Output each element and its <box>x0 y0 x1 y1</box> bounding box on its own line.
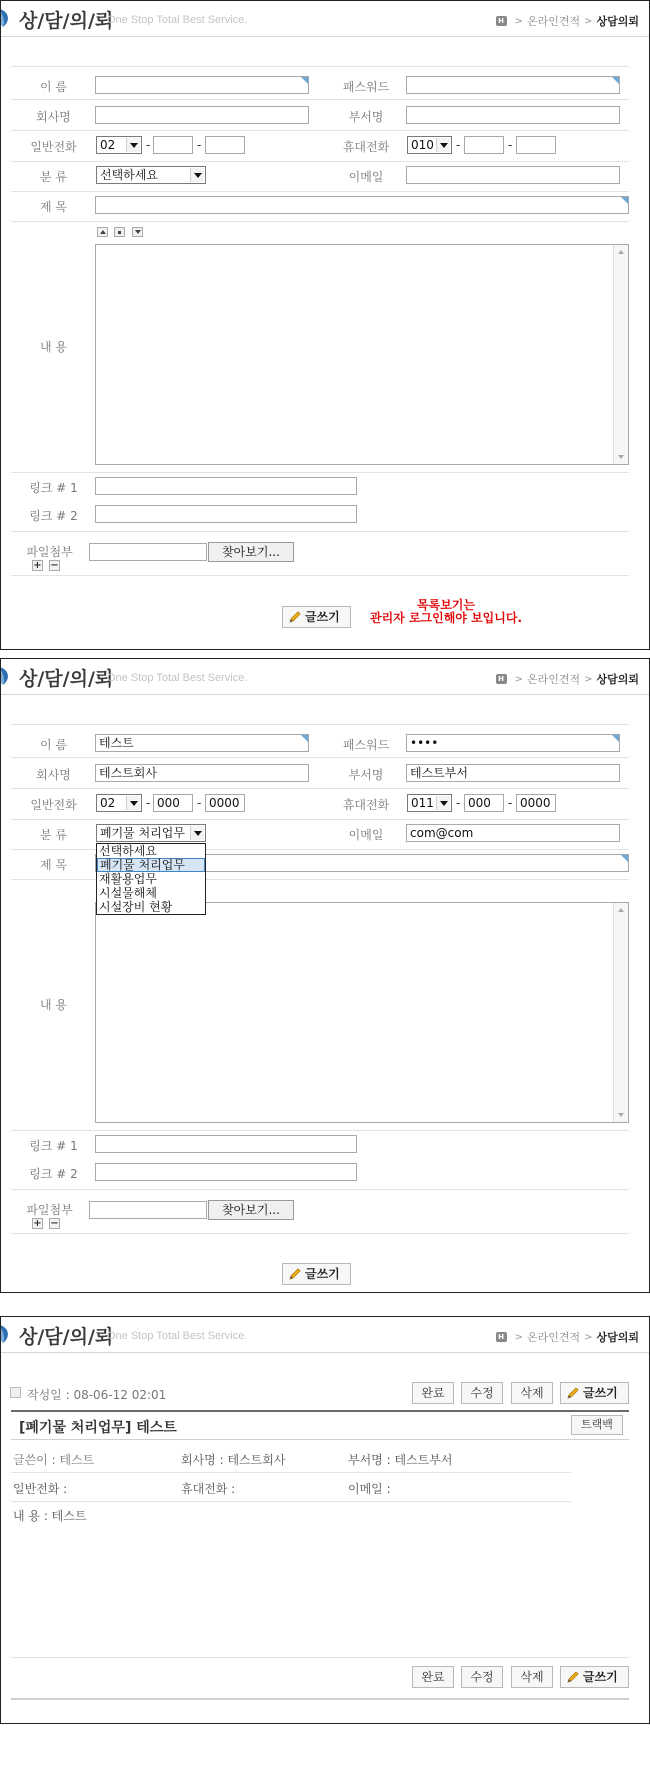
mobile-prefix-select[interactable] <box>407 136 452 154</box>
category-option-selected[interactable]: 폐기물 처리업무 <box>97 858 205 872</box>
name-label: 이 름 <box>40 80 67 94</box>
category-select[interactable] <box>96 824 206 842</box>
breadcrumb-item[interactable]: 온라인견적 <box>526 673 581 686</box>
mobile-last-value: 0000 <box>520 796 551 810</box>
notice-text <box>361 599 531 625</box>
delete-button[interactable]: 삭제 <box>511 1666 553 1688</box>
file-path-input[interactable] <box>89 543 207 561</box>
category-option[interactable]: 선택하세요 <box>99 844 157 858</box>
company-input[interactable] <box>95 106 309 124</box>
link2-input[interactable] <box>95 505 357 523</box>
page-title: 상/담/의/뢰 <box>19 10 114 32</box>
logo-icon <box>0 1323 11 1345</box>
post-author: 글쓴이 : 테스트 <box>13 1453 95 1467</box>
email-label: 이메일 <box>348 828 384 842</box>
company-value: 테스트회사 <box>99 766 157 780</box>
calendar-icon <box>10 1387 21 1398</box>
inquiry-form-empty: 상/담/의/뢰 One Stop Total Best Service. H > 온라인견적 > 상담의뢰 이 름 패스워드 회사명 부서명 일반전화 02 - - 휴대전화 010 - - 분 류 선택하세요 이메일 제 목 내 용 링크 # 1 링크 # 2 파일첨부 + − 찾아보기... 글쓰기 목록보기는 관리자 로그인해야 보입니다. <box>0 0 650 650</box>
delete-button[interactable]: 삭제 <box>511 1382 553 1404</box>
add-file-icon[interactable]: + <box>33 560 42 571</box>
pencil-icon <box>566 1671 580 1683</box>
category-option[interactable]: 시설장비 현황 <box>99 900 173 914</box>
mobile-mid-input[interactable] <box>464 794 504 812</box>
link1-input[interactable] <box>95 1135 357 1153</box>
content-label: 내 용 <box>40 998 67 1012</box>
breadcrumb-current: 상담의뢰 <box>596 673 639 686</box>
home-icon[interactable]: H <box>496 1332 507 1342</box>
page-header <box>1 659 649 695</box>
browse-button[interactable]: 찾아보기... <box>208 542 294 562</box>
link1-input[interactable] <box>95 477 357 495</box>
write-button[interactable] <box>282 1263 351 1285</box>
chevron-down-icon <box>436 138 450 152</box>
department-value: 테스트부서 <box>410 766 468 780</box>
notice-line-1: 목록보기는 <box>417 598 475 612</box>
page-header <box>1 1 649 37</box>
mobile-label: 휴대전화 <box>342 798 390 812</box>
company-label: 회사명 <box>36 110 71 124</box>
content-label: 내 용 <box>40 340 67 354</box>
phone-mid-input[interactable] <box>153 136 193 154</box>
name-value: 테스트 <box>99 736 134 750</box>
write-button-label: 글쓰기 <box>305 610 340 624</box>
write-button-label: 글쓰기 <box>583 1670 618 1684</box>
attach-label: 파일첨부 <box>26 1203 73 1217</box>
page-title: 상/담/의/뢰 <box>19 1326 114 1348</box>
email-label: 이메일 <box>348 170 384 184</box>
logo-icon <box>0 7 11 29</box>
edit-button[interactable]: 수정 <box>461 1666 503 1688</box>
department-label: 부서명 <box>348 768 384 782</box>
mobile-mid-input[interactable] <box>464 136 504 154</box>
password-label: 패스워드 <box>342 80 390 94</box>
post-content: 내 용 : 테스트 <box>13 1509 87 1523</box>
category-option[interactable]: 시설물해체 <box>99 886 157 900</box>
breadcrumb-item[interactable]: 온라인견적 <box>526 15 581 28</box>
content-textarea[interactable] <box>95 902 629 1123</box>
chevron-right-icon: > <box>514 15 523 27</box>
department-input[interactable] <box>406 106 620 124</box>
phone-area-value: 02 <box>100 796 116 810</box>
pencil-icon <box>566 1387 580 1399</box>
chevron-right-icon: > <box>584 673 593 685</box>
link1-label: 링크 # 1 <box>29 1139 78 1153</box>
category-label: 분 류 <box>40 828 67 842</box>
company-label: 회사명 <box>36 768 71 782</box>
page-subtitle: One Stop Total Best Service. <box>107 14 248 26</box>
breadcrumb <box>496 671 639 687</box>
breadcrumb <box>496 13 639 29</box>
file-path-input[interactable] <box>89 1201 207 1219</box>
chevron-down-icon <box>126 796 140 810</box>
link2-input[interactable] <box>95 1163 357 1181</box>
attach-label: 파일첨부 <box>26 545 73 559</box>
chevron-right-icon: > <box>584 15 593 27</box>
breadcrumb <box>496 1329 639 1345</box>
mobile-mid-value: 000 <box>468 796 491 810</box>
phone-last-input[interactable] <box>205 136 245 154</box>
breadcrumb-item[interactable]: 온라인견적 <box>526 1331 581 1344</box>
edit-button[interactable]: 수정 <box>461 1382 503 1404</box>
phone-area-value: 02 <box>100 138 116 152</box>
subject-label: 제 목 <box>40 200 67 214</box>
page-subtitle: One Stop Total Best Service. <box>107 1330 248 1342</box>
chevron-down-icon <box>436 796 450 810</box>
department-input[interactable] <box>406 764 620 782</box>
phone-label: 일반전화 <box>30 140 77 154</box>
post-company: 회사명 : 테스트회사 <box>181 1453 286 1467</box>
phone-last-value: 0000 <box>209 796 240 810</box>
category-label: 분 류 <box>40 170 67 184</box>
chevron-down-icon <box>190 168 204 182</box>
mobile-prefix-value: 010 <box>411 138 434 152</box>
pencil-icon <box>288 1268 302 1280</box>
post-date: 작성일 : 08-06-12 02:01 <box>27 1388 167 1402</box>
email-input[interactable] <box>406 166 620 184</box>
post-mobile: 휴대전화 : <box>181 1482 236 1496</box>
write-button[interactable] <box>282 606 351 628</box>
remove-file-icon[interactable]: − <box>50 1218 59 1229</box>
password-label: 패스워드 <box>342 738 390 752</box>
page-subtitle: One Stop Total Best Service. <box>107 672 248 684</box>
category-value: 선택하세요 <box>100 168 158 182</box>
page-header <box>1 1317 649 1353</box>
phone-area-select[interactable] <box>96 136 142 154</box>
textarea-expand-button[interactable] <box>132 227 143 237</box>
content-textarea[interactable] <box>95 244 629 465</box>
inquiry-form-filled: 상/담/의/뢰 One Stop Total Best Service. H > 온라인견적 > 상담의뢰 이 름 테스트 패스워드 •••• 회사명 테스트회사 부서명 테스트부서 일반전화 02 - 000 - 0000 휴대전화 011 - 000 - 0000 분 류 폐기물 처리업무 이메일 com@com 제 목 내 용 링크 # 1 링크 # 2 파일첨부 + − 찾아보기... 글쓰기 선택하세요 폐기물 처리업무 재활용업무 시설물해체 시설장비 현황 <box>0 658 650 1293</box>
category-value: 폐기물 처리업무 <box>100 826 185 840</box>
breadcrumb-current: 상담의뢰 <box>596 15 639 28</box>
done-button[interactable]: 완료 <box>412 1666 454 1688</box>
notice-line-2: 관리자 로그인해야 보입니다. <box>369 611 523 625</box>
home-icon[interactable]: H <box>496 674 507 684</box>
scrollbar[interactable] <box>613 245 628 464</box>
phone-mid-value: 000 <box>157 796 180 810</box>
post-subject: [폐기물 처리업무] 테스트 <box>19 1420 177 1436</box>
mobile-prefix-select[interactable] <box>407 794 452 812</box>
category-select[interactable] <box>96 166 206 184</box>
link2-label: 링크 # 2 <box>29 1167 78 1181</box>
logo-icon <box>0 665 11 687</box>
write-button-label: 글쓰기 <box>583 1386 618 1400</box>
chevron-right-icon: > <box>514 1331 523 1343</box>
subject-label: 제 목 <box>40 858 67 872</box>
mobile-last-input[interactable] <box>516 794 556 812</box>
phone-label: 일반전화 <box>30 798 77 812</box>
chevron-down-icon <box>126 138 140 152</box>
link1-label: 링크 # 1 <box>29 481 78 495</box>
department-label: 부서명 <box>348 110 384 124</box>
remove-file-icon[interactable]: − <box>50 560 59 571</box>
page-title: 상/담/의/뢰 <box>19 668 114 690</box>
done-button[interactable]: 완료 <box>412 1382 454 1404</box>
password-input[interactable] <box>406 76 620 94</box>
company-input[interactable] <box>95 764 309 782</box>
write-button-label: 글쓰기 <box>305 1267 340 1281</box>
mobile-last-input[interactable] <box>516 136 556 154</box>
write-button[interactable] <box>560 1666 629 1688</box>
email-value: com@com <box>410 826 474 840</box>
write-button[interactable] <box>560 1382 629 1404</box>
category-dropdown-list[interactable] <box>96 843 206 915</box>
name-input[interactable] <box>95 734 309 752</box>
post-department: 부서명 : 테스트부서 <box>348 1453 453 1467</box>
browse-button[interactable]: 찾아보기... <box>208 1200 294 1220</box>
name-label: 이 름 <box>40 738 67 752</box>
textarea-shrink-button[interactable] <box>97 227 108 237</box>
phone-mid-input[interactable] <box>153 794 193 812</box>
breadcrumb-current: 상담의뢰 <box>596 1331 639 1344</box>
email-input[interactable] <box>406 824 620 842</box>
link2-label: 링크 # 2 <box>29 509 78 523</box>
password-value: •••• <box>410 736 439 750</box>
post-email: 이메일 : <box>348 1482 391 1496</box>
home-icon[interactable]: H <box>496 16 507 26</box>
password-input[interactable] <box>406 734 620 752</box>
pencil-icon <box>288 611 302 623</box>
mobile-label: 휴대전화 <box>342 140 390 154</box>
name-input[interactable] <box>95 76 309 94</box>
post-phone: 일반전화 : <box>13 1482 68 1496</box>
add-file-icon[interactable]: + <box>33 1218 42 1229</box>
chevron-right-icon: > <box>584 1331 593 1343</box>
mobile-prefix-value: 011 <box>411 796 434 810</box>
trackback-button[interactable]: 트랙백 <box>571 1415 623 1435</box>
textarea-reset-button[interactable] <box>114 227 125 237</box>
subject-input[interactable] <box>95 196 629 214</box>
scrollbar[interactable] <box>613 903 628 1122</box>
chevron-right-icon: > <box>514 673 523 685</box>
phone-area-select[interactable] <box>96 794 142 812</box>
chevron-down-icon <box>190 826 204 840</box>
phone-last-input[interactable] <box>205 794 245 812</box>
category-option[interactable]: 재활용업무 <box>99 872 157 886</box>
post-view <box>0 1316 650 1724</box>
